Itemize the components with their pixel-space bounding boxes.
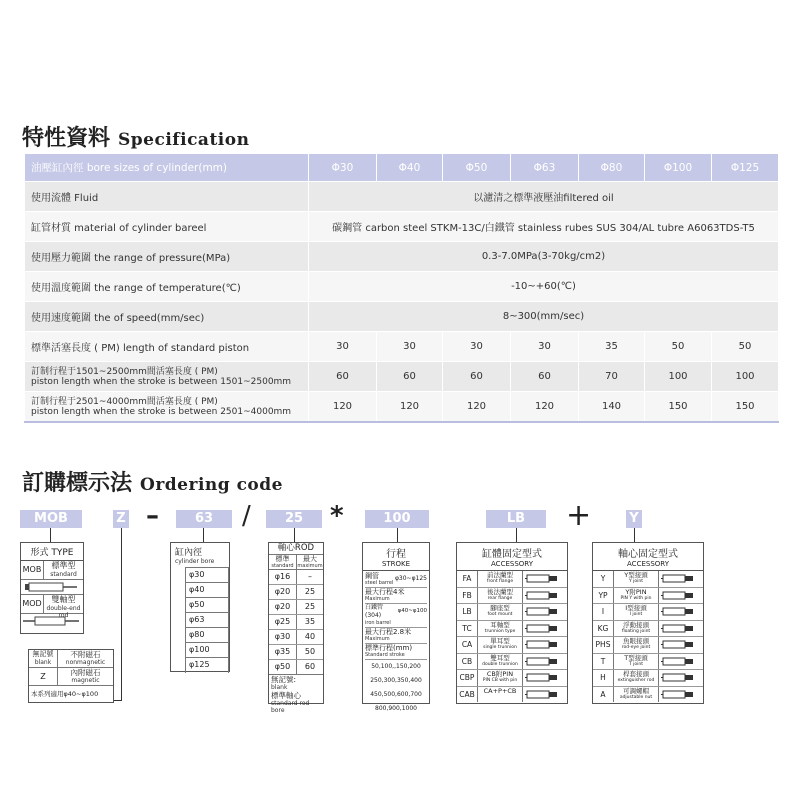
magnet-desc-zh: 不附磁石 [70,650,101,659]
accessory-desc-zh: Y型接頭 [624,571,648,579]
spec-cell: 120 [309,392,377,423]
spec-row-value: -10~+60(℃) [309,272,779,302]
bore-table-header [171,543,229,567]
spec-cell: 30 [511,332,579,362]
accessory-row [457,621,567,638]
rod-standard: φ20 [269,600,297,614]
rod-joint-drawing-icon [659,604,703,620]
magnet-desc-zh: 內附磁石 [70,668,101,677]
spec-header-label: 油壓缸內徑 bore sizes of cylinder(mm) [25,154,309,182]
accessory-desc-zh: 單耳型 [490,637,510,645]
accessory-code: LB [457,604,478,620]
magnet-row-z [29,668,113,686]
rod-row [269,645,323,660]
rod-note2-zh: 標準軸心 [271,691,301,700]
ordering-title-zh: 訂購標示法 [22,470,133,496]
stroke-line-en: iron barrel [365,620,391,626]
stroke-standard [365,644,427,660]
spec-cell: 60 [309,362,377,392]
type-desc-en: double-end rod [46,605,81,619]
mount-header-en: ACCESSORY [491,560,533,568]
rod-standard: φ16 [269,570,297,584]
accessory-row [457,654,567,671]
stroke-value: 250,300,350,400 [370,677,422,684]
accessory-code: FB [457,588,478,604]
code-box-rod-accessory: Y [626,510,642,528]
rod-accessory-table [592,542,704,704]
accessory-code: T [593,654,614,670]
accessory-desc [478,670,523,686]
rod-accessory-header [593,543,703,571]
specification-table [24,153,779,423]
accessory-desc [614,670,659,686]
type-diagram-standard [21,580,83,595]
spec-cell: 100 [645,362,712,392]
stroke-line-zh: 最大行程2.8米 [365,628,412,636]
mount-header-zh: 缸體固定型式 [482,549,542,560]
rod-accessory-rows [593,571,703,702]
rod-max: 25 [304,602,316,611]
accessory-desc-en: front flange [486,579,514,584]
accessory-desc [614,604,659,620]
spec-row-temperature [25,272,779,302]
spec-cell: 50 [712,332,779,362]
accessory-desc [614,588,659,604]
spec-header-bore: Φ50 [443,154,511,182]
accessory-desc [478,588,523,604]
spec-row-value: 碳鋼管 carbon steel STKM-13C/白鐵管 stainless rubes SUS 304/AL tubre A6063TDS-T5 [309,212,779,242]
accessory-desc-zh: 可調螺帽 [623,686,649,695]
accessory-desc [478,621,523,637]
accessory-row [457,687,567,703]
spec-row-label-en: piston length when the stroke is between 1501~2500mm [31,376,292,387]
rod-joint-drawing-icon [659,687,703,703]
rod-joint-drawing-icon [659,588,703,604]
bore-value: φ63 [186,613,229,628]
code-box-type: MOB [20,510,82,528]
magnet-code: Z [29,668,58,685]
spec-row-label: 使用流體 Fluid [25,182,309,212]
accessory-code: CA [457,637,478,653]
rod-standard: φ50 [269,660,297,674]
spec-row-label: 標準活塞長度 ( PM) length of standard piston [25,332,309,362]
spec-header-bore: Φ63 [511,154,579,182]
double-rod-cylinder-icon [21,614,81,628]
accessory-desc [478,571,523,587]
bore-value: φ50 [186,598,229,613]
spec-cell: 60 [377,362,443,392]
code-separator: / [242,501,251,531]
spec-row-label [25,392,309,423]
accessory-row [593,571,703,588]
rod-joint-drawing-icon [659,637,703,653]
accessory-row [593,637,703,654]
mount-drawing-icon [523,687,567,703]
rod-col1-en: standard [271,563,294,569]
spec-header-bore: Φ40 [377,154,443,182]
rod-col2-en: maximum [297,563,323,569]
accessory-row [457,670,567,687]
accessory-desc-en: double trunnion [482,661,518,667]
spec-cell: 35 [579,332,645,362]
rod-joint-drawing-icon [659,621,703,637]
spec-cell: 60 [443,362,511,392]
accessory-code: I [593,604,614,620]
type-row-mob [21,561,83,580]
spec-row-pressure [25,242,779,272]
accessory-desc-en: rear flange [487,595,513,601]
rod-row [269,615,323,630]
accessory-code: A [593,687,614,703]
accessory-desc-zh: 桿套接頭 [623,670,649,678]
rod-accessory-header-zh: 軸心固定型式 [618,549,678,560]
rod-max: 25 [304,587,316,596]
spec-row-label: 使用速度範圍 the of speed(mm/sec) [25,302,309,332]
stroke-max-iron [365,628,427,644]
stroke-line-zh: 最大行程4米 [365,588,405,596]
type-table-header: 形式 TYPE [21,543,83,561]
magnet-desc [58,668,113,685]
accessory-desc-zh: 魚眼接頭 [623,637,649,645]
stroke-steel [365,572,427,588]
rod-row [269,570,323,585]
rod-col-maximum [297,555,323,569]
spec-row-label-zh: 訂制行程于2501~4000mm間活塞長度 ( PM) [31,396,218,407]
rod-subheader [269,555,323,570]
accessory-desc [614,687,659,703]
accessory-desc-zh: CB附PIN [486,670,514,678]
spec-row-label [25,362,309,392]
accessory-desc-zh: 耳軸型 [490,620,510,629]
accessory-desc-en: I joint [629,612,643,617]
spec-header-bore: Φ100 [645,154,712,182]
accessory-desc-en: PIN Y with pin [620,595,652,601]
code-box-rod: 25 [266,510,322,528]
spec-cell: 70 [579,362,645,392]
accessory-desc-zh: 浮動接頭 [623,620,649,629]
rod-max: 50 [304,647,316,656]
ordering-title-en: Ordering code [140,475,283,495]
bore-value: φ100 [186,643,229,658]
rod-table [268,542,324,714]
accessory-code: CBP [457,670,478,686]
connector-line [294,528,295,542]
accessory-desc [478,604,523,620]
spec-cell: 120 [511,392,579,423]
accessory-desc-en: Y joint [628,579,644,584]
spec-header-bore: Φ30 [309,154,377,182]
stroke-header [363,543,429,571]
stroke-max-steel [365,588,427,604]
accessory-desc-en: rod-eye joint [621,645,651,650]
accessory-desc [614,621,659,637]
spec-row-label: 使用溫度範圍 the range of temperature(℃) [25,272,309,302]
bore-value: φ40 [186,583,229,598]
type-desc [44,561,83,579]
rod-note-en: blank [271,684,288,691]
accessory-code: KG [593,621,614,637]
rod-col-standard [269,555,297,569]
connector-line [203,528,204,542]
spec-row-piston-1501-2500 [25,362,779,392]
cylinder-drawing-icon [21,580,81,594]
mount-drawing-icon [523,621,567,637]
spec-cell: 100 [712,362,779,392]
accessory-desc [614,571,659,587]
stroke-value: 450,500,600,700 [370,691,422,698]
magnet-code-en: blank [34,659,52,666]
code-box-magnet: Z [113,510,129,528]
type-code: MOD [21,595,44,613]
connector-line [397,528,398,542]
accessory-code: CAB [457,687,478,703]
spec-header-bore: Φ80 [579,154,645,182]
accessory-desc-en: floating joint [621,628,651,634]
spec-header-bore: Φ125 [712,154,779,182]
spec-row-label-en: piston length when the stroke is between 2501~4000mm [31,406,292,417]
spec-cell: 150 [712,392,779,423]
type-code: MOB [21,561,44,579]
type-table [20,542,84,634]
mount-accessory-table [456,542,568,704]
accessory-desc-en: trunnion type [484,628,516,634]
stroke-details [363,571,429,717]
bore-value: φ125 [186,658,229,673]
mount-drawing-icon [523,604,567,620]
accessory-row [457,604,567,621]
spec-cell: 30 [377,332,443,362]
magnet-code [29,650,58,667]
accessory-code: H [593,670,614,686]
accessory-row [457,571,567,588]
mount-drawing-icon [523,654,567,670]
accessory-desc-en: single trunnion [483,645,517,650]
code-separator: – [146,501,159,531]
specification-heading [22,121,249,152]
accessory-code: FA [457,571,478,587]
rod-note [269,675,323,714]
connector-line [634,528,635,542]
rod-row [269,630,323,645]
stroke-header-en: STROKE [381,560,411,568]
spec-cell: 120 [443,392,511,423]
mount-drawing-icon [523,637,567,653]
spec-cell: 60 [511,362,579,392]
rod-joint-drawing-icon [659,670,703,686]
accessory-desc-zh: I型接頭 [625,604,647,612]
accessory-code: Y [593,571,614,587]
spec-cell: 140 [579,392,645,423]
bore-header-en: cylinder bore [175,558,215,565]
stroke-line-en: Maximum [365,596,390,602]
bore-header-zh: 缸內徑 [175,548,203,558]
magnet-note: 本系列適用φ40~φ100 [31,690,99,698]
stroke-line-en: Maximum [365,636,390,642]
spec-cell: 30 [443,332,511,362]
type-row-mod [21,595,83,619]
accessory-desc-en: PIN CB with pin [482,678,518,683]
stroke-line-zh: 標準行程(mm) [365,644,413,652]
connector-line [516,528,517,542]
rod-max: 40 [304,632,316,641]
accessory-desc [478,654,523,670]
code-separator: * [330,501,344,531]
accessory-desc-en: foot mount [487,612,513,617]
specification-title-zh: 特性資料 [22,125,111,151]
spec-cell: 150 [645,392,712,423]
spec-row-speed [25,302,779,332]
rod-note-zh: 無記號: [271,675,297,684]
magnet-code-zh: 無記號 [32,650,54,658]
accessory-desc [614,654,659,670]
spec-row-value: 0.3-7.0MPa(3-70kg/cm2) [309,242,779,272]
spec-row-label-zh: 訂制行程于1501~2500mm間活塞長度 ( PM) [31,366,218,377]
mount-drawing-icon [523,588,567,604]
mount-header [457,543,567,571]
connector-line [121,528,122,700]
rod-row [269,660,323,675]
rod-header: 軸心ROD [269,543,323,555]
stroke-line-zh: 鋼管 [365,572,379,580]
rod-standard: φ20 [269,585,297,599]
magnet-desc [58,650,113,667]
mount-drawing-icon [523,571,567,587]
rod-col1-zh: 標準 [275,555,290,563]
magnet-row-blank [29,650,113,668]
type-desc-zh: 雙軸型 [51,595,76,604]
accessory-desc [478,687,523,703]
accessory-desc-en: extinguisher rod [617,678,655,683]
mount-rows [457,571,567,702]
accessory-code: YP [593,588,614,604]
spec-row-label: 使用壓力範圍 the range of pressure(MPa) [25,242,309,272]
accessory-row [457,588,567,605]
connector-line [50,528,51,542]
rod-standard: φ30 [269,630,297,644]
bore-list [185,567,229,673]
accessory-row [593,621,703,638]
accessory-row [593,604,703,621]
rod-standard: φ35 [269,645,297,659]
spec-row-value: 8~300(mm/sec) [309,302,779,332]
spec-row-label: 缸管材質 material of cylinder bareel [25,212,309,242]
type-diagram-double [21,614,83,628]
accessory-desc-zh: 腳座型 [490,604,510,612]
rod-standard: φ25 [269,615,297,629]
stroke-value: 50,100,,150,200 [371,663,421,670]
bore-value: φ30 [186,568,229,583]
magnet-desc-en: magnetic [71,677,100,684]
spec-row-piston-length [25,332,779,362]
rod-rows [269,570,323,675]
stroke-line-en: steel barrel [365,580,394,586]
stroke-header-zh: 行程 [386,549,406,560]
accessory-desc-zh: 後法蘭型 [487,587,513,596]
stroke-value: 800,900,1000 [375,705,417,712]
accessory-desc-zh: Y附PIN [625,587,647,596]
spec-cell: 30 [309,332,377,362]
stroke-table [362,542,430,712]
spec-row-fluid [25,182,779,212]
ordering-heading [22,466,283,497]
specification-title-en: Specification [118,130,250,150]
code-separator: + [566,498,592,533]
accessory-row [593,670,703,687]
accessory-desc-zh: CA+P+CB [483,686,517,695]
stroke-line-en: Standard stroke [365,652,405,658]
rod-max: 60 [304,662,316,671]
magnet-desc-en: nonmagnetic [65,659,106,666]
type-desc-zh: 標準型 [51,561,76,570]
spec-header-row [25,154,779,182]
stroke-line-val: φ40~φ100 [397,608,427,614]
code-box-mount: LB [486,510,546,528]
rod-col2-zh: 最大 [303,555,317,563]
code-box-bore: 63 [176,510,232,528]
accessory-row [457,637,567,654]
accessory-desc-en: adjustable nut [619,694,653,700]
accessory-desc-zh: 前法蘭型 [487,571,513,579]
mount-drawing-icon [523,670,567,686]
magnet-table [28,649,114,703]
accessory-code: TC [457,621,478,637]
accessory-desc-en: T joint [628,661,644,667]
stroke-line-val: φ30~φ125 [394,575,427,582]
rod-row [269,585,323,600]
rod-joint-drawing-icon [659,571,703,587]
stroke-line-zh: 白鐵管(304) [365,604,384,619]
accessory-row [593,687,703,703]
rod-row [269,600,323,615]
accessory-row [593,588,703,605]
bore-table [170,542,230,672]
accessory-row [593,654,703,671]
spec-row-material [25,212,779,242]
rod-joint-drawing-icon [659,654,703,670]
type-desc-en: standard [50,571,77,578]
stroke-iron [365,604,427,628]
spec-cell: 50 [645,332,712,362]
bore-value: φ80 [186,628,229,643]
spec-cell: 120 [377,392,443,423]
accessory-code: CB [457,654,478,670]
accessory-desc [478,637,523,653]
accessory-desc [614,637,659,653]
accessory-desc-zh: T型接頭 [624,653,648,662]
accessory-desc-zh: 雙耳型 [490,653,510,662]
rod-max: – [308,572,312,581]
code-box-stroke: 100 [365,510,429,528]
rod-accessory-header-en: ACCESSORY [627,560,669,568]
spec-row-value: 以濾清之標準液壓油filtered oil [309,182,779,212]
rod-max: 35 [304,617,316,626]
rod-note2-en: standard rod bore [271,700,310,714]
type-desc [44,595,83,619]
accessory-code: PHS [593,637,614,653]
spec-row-piston-2501-4000 [25,392,779,423]
